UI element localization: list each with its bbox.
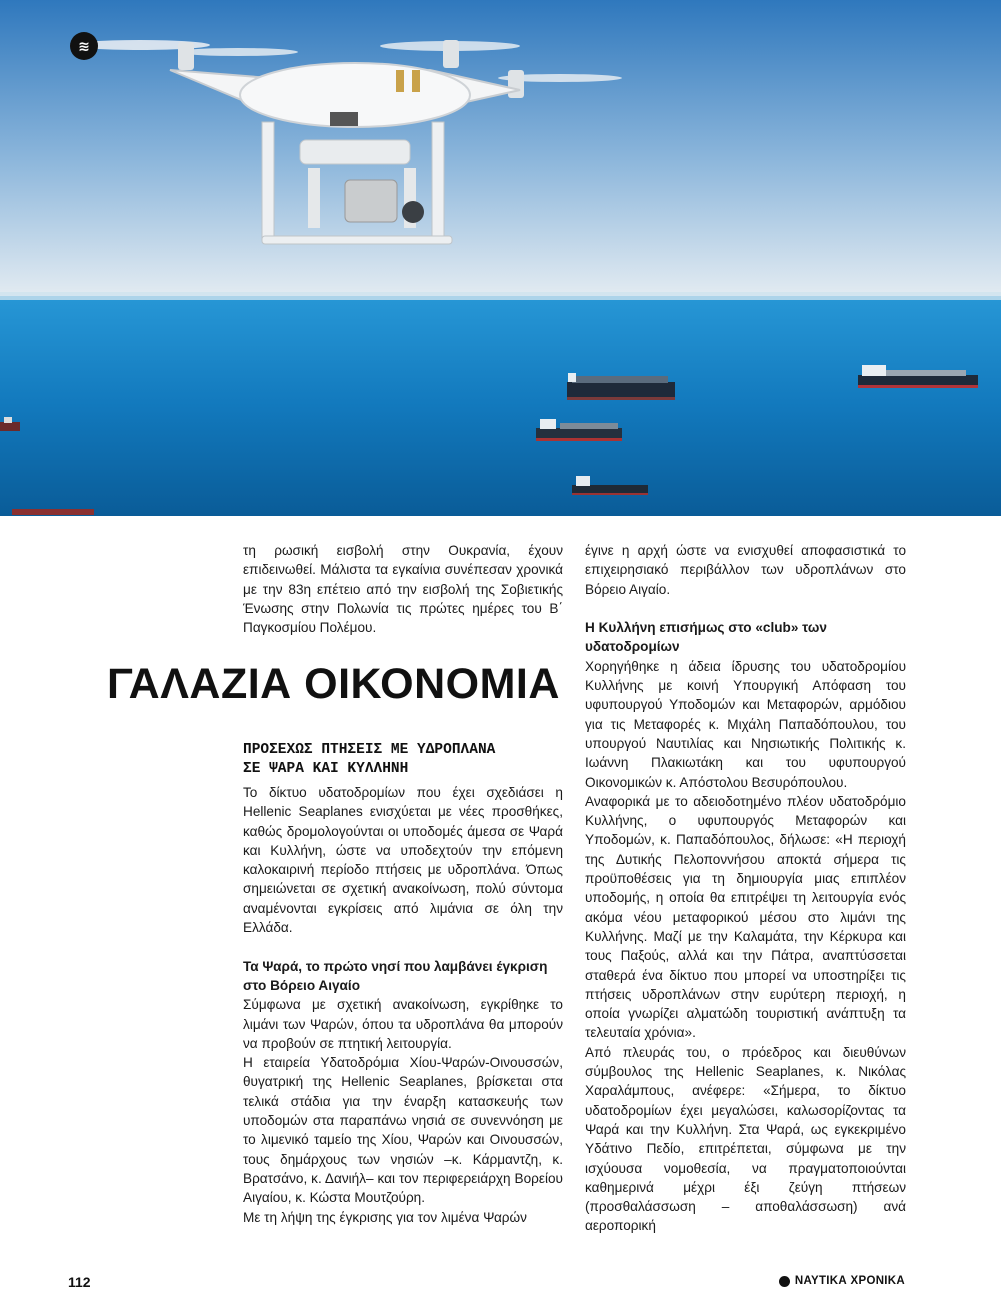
article-heading-line1: ΠΡΟΣΕΧΩΣ ΠΤΗΣΕΙΣ ΜΕ ΥΔΡΟΠΛΑΝΑ bbox=[243, 742, 496, 758]
magazine-logo-icon bbox=[779, 1276, 790, 1287]
hero-photo bbox=[0, 0, 1001, 516]
ship-small-bottom bbox=[12, 509, 94, 515]
lead-paragraph: Το δίκτυο υδατοδρομίων που έχει σχεδιάσει η Hellenic Seaplanes ενισχύεται με νέες προσθήκες, καθώς δρομολογούνται οι υποδομές άμεσα σε Ψαρά και Κυλλήνη, ώστε να υποδεχτούν την επόμενη καλοκαιρινή περίοδο πτήσεις με υδροπλάνα. Όπως σημειώνεται σε σχετική ανακοίνωση, πολύ σύντομα αναμένονται εγκρίσεις από λιμάνια σε όλη την Ελλάδα. bbox=[243, 785, 563, 936]
section-logo-icon: ≋ bbox=[70, 32, 98, 60]
kyllini-paragraph-1: Χορηγήθηκε η άδεια ίδρυσης του υδατοδρομίου Κυλλήνης με κοινή Υπουργική Απόφαση του υφυπουργού Υποδομών και Μεταφορών, αρμόδιου για τις Μεταφορές κ. Μιχάλη Παπαδόπουλου, του υπουργού Ναυτιλίας και Νησιωτικής Πολιτικής κ. Ιωάννη Πλακιωτάκη και του υφυπουργού Οικονομικών κ. Απόστολου Βεσυρόπουλου. bbox=[585, 658, 906, 790]
magazine-footer bbox=[779, 1275, 905, 1287]
left-column-body bbox=[243, 783, 563, 1227]
psara-paragraph-3: Με τη λήψη της έγκρισης για τον λιμένα Ψαρών bbox=[243, 1209, 527, 1225]
article-heading-line2: ΣΕ ΨΑΡΑ ΚΑΙ ΚΥΛΛΗΝΗ bbox=[243, 761, 409, 777]
article-heading bbox=[243, 741, 563, 779]
sea bbox=[0, 296, 1001, 516]
right-carryover-text: έγινε η αρχή ώστε να ενισχυθεί αποφασιστικά το επιχειρησιακό περιβάλλον των υδροπλάνων στο Βόρειο Αιγαίο. bbox=[585, 543, 906, 597]
psara-paragraph-2: Η εταιρεία Υδατοδρόμια Χίου-Ψαρών-Οινουσσών, θυγατρική της Hellenic Seaplanes, βρίσκεται στα τελικά στάδια για την έναρξη κατασκευής των υποδομών στα παραπάνω νησιά σε συνεννόηση με το λιμενικό ταμείο της Χίου, Ψαρών και Οινουσσών, τους δημάρχους των νησιών –κ. Κάρμαντζη, κ. Βρατσάνο, κ. Δανιήλ– και τον περιφερειάρχη Βορείου Αιγαίου, κ. Κώστα Μουτζούρη. bbox=[243, 1055, 563, 1206]
subhead-psara: Τα Ψαρά, το πρώτο νησί που λαμβάνει έγκριση στο Βόρειο Αιγαίο bbox=[243, 958, 548, 993]
intro-carryover-text: τη ρωσική εισβολή στην Ουκρανία, έχουν επιδεινωθεί. Μάλιστα τα εγκαίνια συνέπεσαν χρονικά με την 83η επέτειο από την εισβολή της Σοβιετικής Ένωσης στην Πολωνία τις πρώτες ημέρες του Β΄ Παγκοσμίου Πολέμου. bbox=[243, 543, 563, 636]
kyllini-paragraph-2: Αναφορικά με το αδειοδοτημένο πλέον υδατοδρόμιο Κυλλήνης, ο υφυπουργός Μεταφορών και Υποδομών, κ. Παπαδόπουλος, δήλωσε: «Η περιοχή της Δυτικής Πελοποννήσου αποκτά σήμερα τις προϋποθέσεις για τη δημιουργία μιας επιπλέον υποδομής, η οποία θα επιτρέψει τη λειτουργία ενός ακόμα νέου μεταφορικού μέσου στο λιμάνι της Κυλλήνης. Μαζί με την Καλαμάτα, την Κέρκυρα και τους Παξούς, αλλά και την Πάτρα, αναπτύσσεται σταθερά ένα δίκτυο που μπορεί να υποστηρίξει τις πτήσεις υδροπλάνων στην ευρύτερη περιοχή, η οποία γνωρίζει αλματώδη τουριστική ανάπτυξη τα τελευταία χρόνια». bbox=[585, 793, 906, 1041]
left-column-carryover bbox=[243, 541, 563, 637]
page-number: 112 bbox=[68, 1274, 91, 1290]
subhead-kyllini: Η Κυλλήνη επισήμως στο «club» των υδατοδρομίων bbox=[585, 620, 827, 655]
kyllini-paragraph-3: Από πλευράς του, ο πρόεδρος και διευθύνων σύμβουλος της Hellenic Seaplanes, κ. Νικόλας Χαραλάμπους, ανέφερε: «Σήμερα, το δίκτυο υδατοδρομίων έχει μεγαλώσει, καλωσορίζοντας τα Ψαρά και την Κυλλήνη. Στα Ψαρά, ως εγκεκριμένο Υδάτινο Πεδίο, επιτρέπεται, σύμφωνα με την ισχύουσα νομοθεσία, να πραγματοποιούνται καθημερινά μέχρι έξι ζεύγη πτήσεων (προσθαλάσσωση – αποθαλάσσωση) ανά αεροπορική bbox=[585, 1044, 906, 1234]
horizon-haze bbox=[0, 292, 1001, 300]
section-title: ΓΑΛΑΖΙΑ ΟΙΚΟΝΟΜΙΑ bbox=[107, 660, 560, 708]
psara-paragraph-1: Σύμφωνα με σχετική ανακοίνωση, εγκρίθηκε το λιμάνι των Ψαρών, όπου τα υδροπλάνα θα μπορούν να προβούν σε πτητική λειτουργία. bbox=[243, 997, 563, 1051]
magazine-name: ΝΑΥΤΙΚΑ ΧΡΟΝΙΚΑ bbox=[794, 1275, 905, 1287]
ship-cargo-1 bbox=[567, 373, 675, 400]
drone-sea-illustration bbox=[0, 0, 1001, 516]
right-column-body bbox=[585, 541, 906, 1236]
